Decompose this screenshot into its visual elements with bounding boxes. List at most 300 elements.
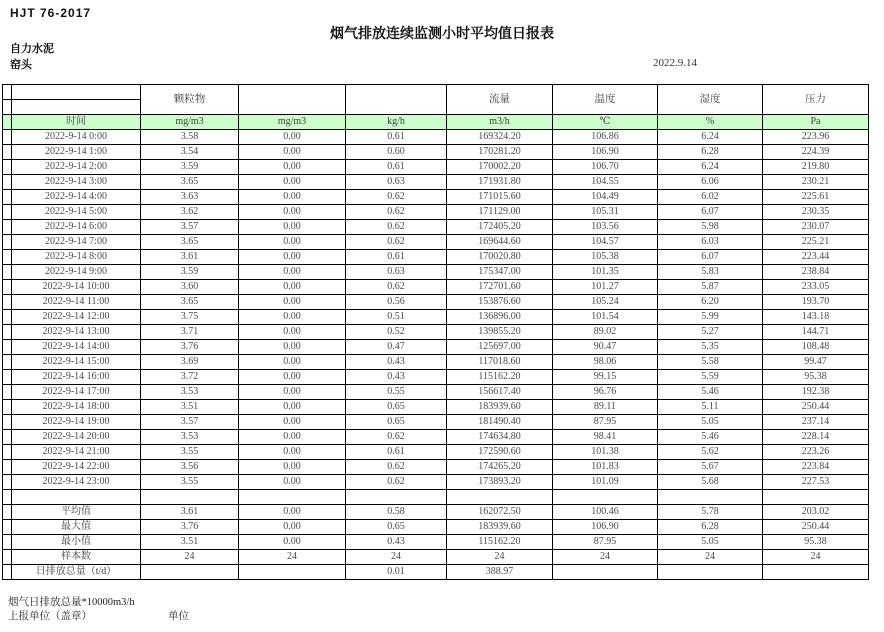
- value-cell: 6.07: [658, 250, 763, 265]
- value-cell: 230.35: [763, 205, 869, 220]
- value-cell: 156617.40: [447, 385, 553, 400]
- value-cell: 0.00: [239, 295, 346, 310]
- value-cell: 3.69: [141, 355, 239, 370]
- value-cell: 6.07: [658, 205, 763, 220]
- value-cell: 0.43: [346, 535, 447, 550]
- value-cell: 0.65: [346, 520, 447, 535]
- row-label-cell: 2022-9-14 20:00: [12, 430, 141, 445]
- value-cell: 169644.60: [447, 235, 553, 250]
- gutter-cell: [3, 565, 12, 580]
- gutter-cell: [3, 325, 12, 340]
- col-header-flow: 流量: [447, 85, 553, 115]
- gutter-cell: [3, 160, 12, 175]
- gutter-cell: [3, 310, 12, 325]
- value-cell: 0.62: [346, 460, 447, 475]
- value-cell: 0.00: [239, 340, 346, 355]
- value-cell: 95.38: [763, 370, 869, 385]
- standard-code: HJT 76-2017: [10, 6, 92, 20]
- value-cell: 5.11: [658, 400, 763, 415]
- value-cell: 192.38: [763, 385, 869, 400]
- value-cell: 250.44: [763, 400, 869, 415]
- table-row: [3, 235, 869, 250]
- gutter-cell: [3, 505, 12, 520]
- table-row: [3, 475, 869, 490]
- value-cell: 106.90: [553, 520, 658, 535]
- value-cell: 5.78: [658, 505, 763, 520]
- row-label-cell: 2022-9-14 0:00: [12, 130, 141, 145]
- value-cell: 104.55: [553, 175, 658, 190]
- value-cell: 6.24: [658, 130, 763, 145]
- reporting-unit-label: 上报单位（盖章）: [8, 611, 92, 622]
- value-cell: 162072.50: [447, 505, 553, 520]
- value-cell: 3.63: [141, 190, 239, 205]
- value-cell: 24: [553, 550, 658, 565]
- table-row: [3, 385, 869, 400]
- unit-cell: %: [658, 115, 763, 130]
- value-cell: 6.06: [658, 175, 763, 190]
- value-cell: [141, 565, 239, 580]
- value-cell: 24: [763, 550, 869, 565]
- summary-row: [3, 550, 869, 565]
- value-cell: 24: [346, 550, 447, 565]
- value-cell: 125697.00: [447, 340, 553, 355]
- gutter-cell: [3, 265, 12, 280]
- value-cell: 250.44: [763, 520, 869, 535]
- row-label-cell: 2022-9-14 13:00: [12, 325, 141, 340]
- table-row: [3, 445, 869, 460]
- value-cell: 3.59: [141, 160, 239, 175]
- value-cell: 24: [447, 550, 553, 565]
- value-cell: 3.76: [141, 340, 239, 355]
- value-cell: 0.62: [346, 235, 447, 250]
- value-cell: 174634.80: [447, 430, 553, 445]
- value-cell: 193.70: [763, 295, 869, 310]
- value-cell: 115162.20: [447, 535, 553, 550]
- value-cell: 0.61: [346, 160, 447, 175]
- value-cell: 24: [239, 550, 346, 565]
- col-header-humidity: 湿度: [658, 85, 763, 115]
- row-label-cell: 2022-9-14 8:00: [12, 250, 141, 265]
- value-cell: 0.00: [239, 430, 346, 445]
- value-cell: 3.76: [141, 520, 239, 535]
- col-header-blank1: [239, 85, 346, 115]
- table-row: [3, 310, 869, 325]
- unit-cell: mg/m3: [239, 115, 346, 130]
- report-date: 2022.9.14: [653, 57, 697, 69]
- value-cell: 0.61: [346, 445, 447, 460]
- value-cell: 169324.20: [447, 130, 553, 145]
- gutter-cell: [3, 460, 12, 475]
- value-cell: 174265.20: [447, 460, 553, 475]
- value-cell: 106.86: [553, 130, 658, 145]
- value-cell: 103.56: [553, 220, 658, 235]
- value-cell: 99.47: [763, 355, 869, 370]
- value-cell: 0.00: [239, 505, 346, 520]
- value-cell: 3.61: [141, 250, 239, 265]
- gutter-cell: [3, 490, 12, 505]
- value-cell: 5.27: [658, 325, 763, 340]
- gutter-cell: [3, 280, 12, 295]
- value-cell: 101.27: [553, 280, 658, 295]
- value-cell: 144.71: [763, 325, 869, 340]
- gutter-cell: [3, 85, 12, 100]
- value-cell: 98.06: [553, 355, 658, 370]
- value-cell: 6.03: [658, 235, 763, 250]
- value-cell: 388.97: [447, 565, 553, 580]
- table-row: [3, 400, 869, 415]
- value-cell: 3.65: [141, 235, 239, 250]
- gutter-cell: [3, 235, 12, 250]
- value-cell: 0.00: [239, 520, 346, 535]
- row-label-cell: 2022-9-14 5:00: [12, 205, 141, 220]
- value-cell: 0.61: [346, 250, 447, 265]
- value-cell: 5.67: [658, 460, 763, 475]
- table-row: [3, 160, 869, 175]
- value-cell: 225.61: [763, 190, 869, 205]
- value-cell: 139855.20: [447, 325, 553, 340]
- value-cell: 0.00: [239, 325, 346, 340]
- value-cell: 0.00: [239, 175, 346, 190]
- gutter-cell: [3, 385, 12, 400]
- value-cell: 0.43: [346, 355, 447, 370]
- value-cell: 136896.00: [447, 310, 553, 325]
- value-cell: [553, 490, 658, 505]
- value-cell: 87.95: [553, 415, 658, 430]
- value-cell: 5.35: [658, 340, 763, 355]
- value-cell: 5.46: [658, 430, 763, 445]
- value-cell: 173893.20: [447, 475, 553, 490]
- value-cell: 228.14: [763, 430, 869, 445]
- value-cell: 0.62: [346, 190, 447, 205]
- value-cell: [141, 490, 239, 505]
- gutter-cell: [3, 415, 12, 430]
- value-cell: 115162.20: [447, 370, 553, 385]
- gutter-cell: [3, 445, 12, 460]
- value-cell: 5.98: [658, 220, 763, 235]
- value-cell: 0.55: [346, 385, 447, 400]
- value-cell: 238.84: [763, 265, 869, 280]
- table-row: [3, 205, 869, 220]
- value-cell: 0.00: [239, 265, 346, 280]
- value-cell: 3.55: [141, 445, 239, 460]
- row-label-cell: 2022-9-14 22:00: [12, 460, 141, 475]
- report-table: [2, 84, 869, 580]
- value-cell: 0.00: [239, 460, 346, 475]
- value-cell: 99.15: [553, 370, 658, 385]
- value-cell: [447, 490, 553, 505]
- table-row: [3, 280, 869, 295]
- value-cell: 223.26: [763, 445, 869, 460]
- time-header-lower-cell: [12, 100, 141, 115]
- summary-row: [3, 505, 869, 520]
- table-row: [3, 145, 869, 160]
- value-cell: 0.00: [239, 535, 346, 550]
- value-cell: 0.62: [346, 220, 447, 235]
- value-cell: 0.56: [346, 295, 447, 310]
- value-cell: 24: [658, 550, 763, 565]
- row-label-cell: 2022-9-14 4:00: [12, 190, 141, 205]
- value-cell: 5.68: [658, 475, 763, 490]
- value-cell: 0.62: [346, 280, 447, 295]
- unit-cell: Pa: [763, 115, 869, 130]
- value-cell: 0.63: [346, 265, 447, 280]
- row-label-cell: 2022-9-14 15:00: [12, 355, 141, 370]
- value-cell: 5.46: [658, 385, 763, 400]
- value-cell: 5.05: [658, 535, 763, 550]
- company-name: 自力水泥: [10, 43, 54, 55]
- summary-row: [3, 565, 869, 580]
- value-cell: 171015.60: [447, 190, 553, 205]
- table-row: [3, 190, 869, 205]
- unit-cell: ℃: [553, 115, 658, 130]
- row-label-cell: 2022-9-14 17:00: [12, 385, 141, 400]
- value-cell: 223.84: [763, 460, 869, 475]
- value-cell: 101.38: [553, 445, 658, 460]
- value-cell: [239, 490, 346, 505]
- value-cell: 3.75: [141, 310, 239, 325]
- table-row: [3, 295, 869, 310]
- row-label-cell: 最小值: [12, 535, 141, 550]
- value-cell: 171931.80: [447, 175, 553, 190]
- row-label-cell: 2022-9-14 3:00: [12, 175, 141, 190]
- flue-gas-total-note: 烟气日排放总量*10000m3/h: [8, 597, 135, 608]
- value-cell: 98.41: [553, 430, 658, 445]
- value-cell: 230.07: [763, 220, 869, 235]
- value-cell: 224.39: [763, 145, 869, 160]
- gutter-cell: [3, 205, 12, 220]
- row-label-cell: 2022-9-14 7:00: [12, 235, 141, 250]
- time-header-upper-cell: [12, 85, 141, 100]
- value-cell: 0.00: [239, 385, 346, 400]
- value-cell: 105.24: [553, 295, 658, 310]
- value-cell: 5.58: [658, 355, 763, 370]
- gutter-cell: [3, 340, 12, 355]
- row-label-cell: 2022-9-14 12:00: [12, 310, 141, 325]
- value-cell: [346, 490, 447, 505]
- value-cell: 3.53: [141, 430, 239, 445]
- value-cell: 3.57: [141, 415, 239, 430]
- value-cell: 170002.20: [447, 160, 553, 175]
- value-cell: 0.00: [239, 310, 346, 325]
- value-cell: 227.53: [763, 475, 869, 490]
- table-row: [3, 130, 869, 145]
- value-cell: 223.96: [763, 130, 869, 145]
- value-cell: 223.44: [763, 250, 869, 265]
- row-label-cell: 2022-9-14 2:00: [12, 160, 141, 175]
- value-cell: 233.05: [763, 280, 869, 295]
- value-cell: [763, 490, 869, 505]
- row-label-cell: 最大值: [12, 520, 141, 535]
- row-label-cell: 2022-9-14 10:00: [12, 280, 141, 295]
- gutter-cell: [3, 145, 12, 160]
- value-cell: 0.58: [346, 505, 447, 520]
- value-cell: 3.55: [141, 475, 239, 490]
- value-cell: 143.18: [763, 310, 869, 325]
- value-cell: 104.49: [553, 190, 658, 205]
- table-row: [3, 220, 869, 235]
- value-cell: [658, 565, 763, 580]
- table-row: [3, 340, 869, 355]
- value-cell: 5.59: [658, 370, 763, 385]
- value-cell: 3.71: [141, 325, 239, 340]
- gutter-cell: [3, 190, 12, 205]
- value-cell: 237.14: [763, 415, 869, 430]
- value-cell: 183939.60: [447, 400, 553, 415]
- value-cell: 170281.20: [447, 145, 553, 160]
- row-label-cell: 日排放总量（t/d）: [12, 565, 141, 580]
- header-group-row: [3, 85, 869, 100]
- summary-row: [3, 520, 869, 535]
- value-cell: 3.61: [141, 505, 239, 520]
- value-cell: 108.48: [763, 340, 869, 355]
- value-cell: 3.57: [141, 220, 239, 235]
- value-cell: 203.02: [763, 505, 869, 520]
- value-cell: 89.02: [553, 325, 658, 340]
- value-cell: 0.62: [346, 430, 447, 445]
- value-cell: 0.52: [346, 325, 447, 340]
- value-cell: 89.11: [553, 400, 658, 415]
- value-cell: 3.53: [141, 385, 239, 400]
- value-cell: 0.00: [239, 280, 346, 295]
- value-cell: 5.99: [658, 310, 763, 325]
- value-cell: 6.24: [658, 160, 763, 175]
- value-cell: 5.87: [658, 280, 763, 295]
- gutter-cell: [3, 370, 12, 385]
- gutter-cell: [3, 130, 12, 145]
- value-cell: 0.47: [346, 340, 447, 355]
- col-header-temperature: 温度: [553, 85, 658, 115]
- value-cell: 3.65: [141, 295, 239, 310]
- value-cell: 0.61: [346, 130, 447, 145]
- value-cell: 0.01: [346, 565, 447, 580]
- value-cell: 0.00: [239, 415, 346, 430]
- value-cell: 3.72: [141, 370, 239, 385]
- unit-label: 单位: [168, 611, 189, 622]
- time-label-cell: 时间: [12, 115, 141, 130]
- value-cell: 225.21: [763, 235, 869, 250]
- value-cell: 0.60: [346, 145, 447, 160]
- value-cell: 100.46: [553, 505, 658, 520]
- gutter-cell: [3, 535, 12, 550]
- table-row: [3, 355, 869, 370]
- value-cell: 105.38: [553, 250, 658, 265]
- row-label-cell: 2022-9-14 14:00: [12, 340, 141, 355]
- value-cell: 175347.00: [447, 265, 553, 280]
- value-cell: 6.28: [658, 520, 763, 535]
- value-cell: 3.62: [141, 205, 239, 220]
- value-cell: 170020.80: [447, 250, 553, 265]
- value-cell: 0.00: [239, 130, 346, 145]
- row-label-cell: 2022-9-14 11:00: [12, 295, 141, 310]
- table-row: [3, 250, 869, 265]
- value-cell: 101.54: [553, 310, 658, 325]
- gutter-cell: [3, 430, 12, 445]
- row-label-cell: 2022-9-14 6:00: [12, 220, 141, 235]
- value-cell: 153876.60: [447, 295, 553, 310]
- value-cell: 172701.60: [447, 280, 553, 295]
- gutter-cell: [3, 175, 12, 190]
- table-row: [3, 325, 869, 340]
- table-row: [3, 430, 869, 445]
- unit-header-row: [3, 115, 869, 130]
- gutter-cell: [3, 295, 12, 310]
- value-cell: 3.58: [141, 130, 239, 145]
- value-cell: [239, 565, 346, 580]
- value-cell: 172590.60: [447, 445, 553, 460]
- gutter-cell: [3, 100, 12, 115]
- value-cell: 0.00: [239, 355, 346, 370]
- value-cell: 117018.60: [447, 355, 553, 370]
- summary-row: [3, 535, 869, 550]
- table-row: [3, 460, 869, 475]
- value-cell: 172405.20: [447, 220, 553, 235]
- value-cell: 3.51: [141, 400, 239, 415]
- value-cell: 183939.60: [447, 520, 553, 535]
- unit-cell: kg/h: [346, 115, 447, 130]
- value-cell: 3.54: [141, 145, 239, 160]
- table-row: [3, 175, 869, 190]
- value-cell: 0.00: [239, 475, 346, 490]
- value-cell: 5.62: [658, 445, 763, 460]
- value-cell: 87.95: [553, 535, 658, 550]
- value-cell: 230.21: [763, 175, 869, 190]
- col-header-pressure: 压力: [763, 85, 869, 115]
- value-cell: 0.00: [239, 190, 346, 205]
- value-cell: 3.60: [141, 280, 239, 295]
- gutter-cell: [3, 475, 12, 490]
- value-cell: 6.20: [658, 295, 763, 310]
- value-cell: 3.56: [141, 460, 239, 475]
- value-cell: 24: [141, 550, 239, 565]
- unit-cell: m3/h: [447, 115, 553, 130]
- value-cell: 0.00: [239, 250, 346, 265]
- value-cell: 0.00: [239, 205, 346, 220]
- page-title: 烟气排放连续监测小时平均值日报表: [330, 25, 554, 41]
- value-cell: 0.65: [346, 415, 447, 430]
- value-cell: 96.76: [553, 385, 658, 400]
- value-cell: 106.70: [553, 160, 658, 175]
- gutter-cell: [3, 400, 12, 415]
- row-label-cell: 2022-9-14 9:00: [12, 265, 141, 280]
- gutter-cell: [3, 520, 12, 535]
- value-cell: 0.00: [239, 400, 346, 415]
- gutter-cell: [3, 250, 12, 265]
- col-header-blank2: [346, 85, 447, 115]
- value-cell: 106.90: [553, 145, 658, 160]
- value-cell: 0.43: [346, 370, 447, 385]
- value-cell: 95.38: [763, 535, 869, 550]
- col-header-particulate: 颗粒物: [141, 85, 239, 115]
- gutter-cell: [3, 550, 12, 565]
- row-label-cell: 2022-9-14 19:00: [12, 415, 141, 430]
- row-label-cell: 2022-9-14 1:00: [12, 145, 141, 160]
- table-row: [3, 370, 869, 385]
- value-cell: 0.00: [239, 445, 346, 460]
- station-name: 窑头: [10, 59, 32, 71]
- value-cell: 101.83: [553, 460, 658, 475]
- value-cell: 6.02: [658, 190, 763, 205]
- value-cell: 90.47: [553, 340, 658, 355]
- gutter-cell: [3, 355, 12, 370]
- value-cell: 0.63: [346, 175, 447, 190]
- value-cell: [553, 565, 658, 580]
- value-cell: 0.00: [239, 160, 346, 175]
- value-cell: 0.00: [239, 235, 346, 250]
- gutter-cell: [3, 115, 12, 130]
- value-cell: 0.00: [239, 220, 346, 235]
- value-cell: 0.51: [346, 310, 447, 325]
- value-cell: 0.00: [239, 145, 346, 160]
